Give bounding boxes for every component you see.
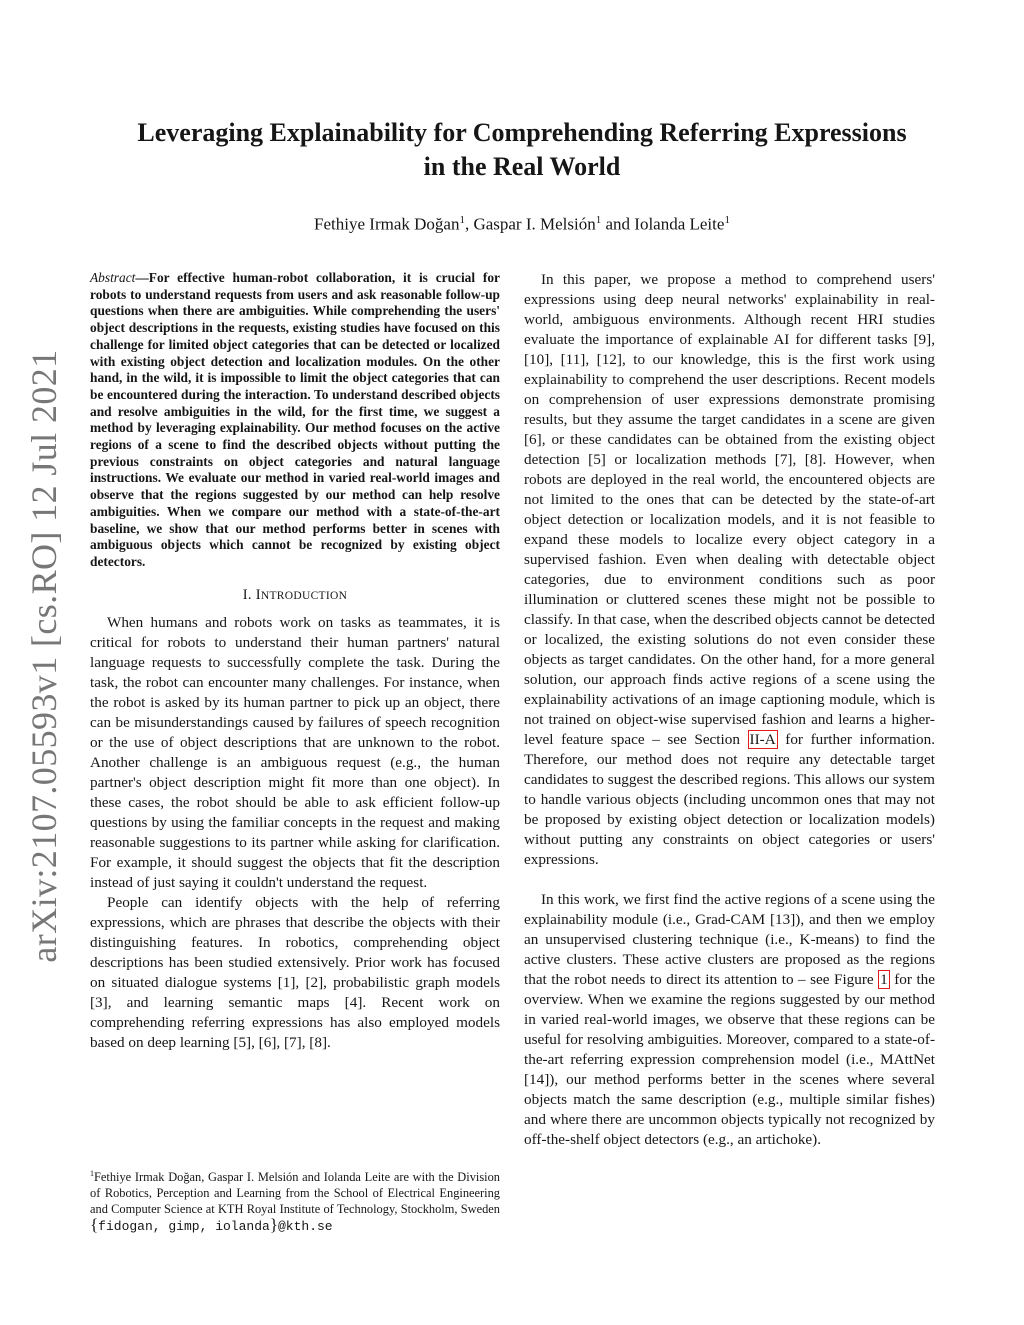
abstract-label: Abstract bbox=[90, 270, 136, 285]
title-line-1: Leveraging Explainability for Comprehending Referring Expressions bbox=[137, 118, 907, 147]
right-paragraph-1-text-b: for further information. Therefore, our method does not require any detectable target candidates to suggest the described regions. This allows our system to handle various objects (including uncommon ones that may not be proposed by existing object detection or localization models) without putting any constraints on object categories or users' expressions. bbox=[524, 731, 935, 868]
figure-ref-link[interactable]: 1 bbox=[880, 971, 888, 988]
arxiv-identifier bbox=[24, 349, 64, 963]
section-title: NTRODUCTION bbox=[260, 589, 348, 602]
section-ref-link[interactable]: II-A bbox=[749, 731, 776, 748]
left-column bbox=[90, 270, 500, 1053]
abstract bbox=[90, 270, 500, 571]
right-paragraph-1 bbox=[524, 270, 935, 870]
author-list bbox=[90, 208, 954, 237]
right-paragraph-2 bbox=[524, 890, 935, 1150]
right-paragraph-2-text-b: for the overview. When we examine the regions suggested by our method in varied real-world images, we observe that these regions can be useful for resolving ambiguities. Moreover, compared to a state-of-the-art referring expression comprehension model (i.e., MAttNet [14]), our method performs better in the scenes where several objects match the same description (e.g., multiple similar fishes) and where there are uncommon objects typically not recognized by off-the-shelf object detectors (e.g., an artichoke). bbox=[524, 971, 936, 1148]
abstract-dash: — bbox=[135, 270, 149, 285]
intro-paragraph-1: When humans and robots work on tasks as teammates, it is critical for robots to understand their human partners' natural language requests to successfully complete the task. During the task, the robot can encounter many challenges. For instance, when the robot is asked by its human partner to pick up an object, there can be misunderstandings caused by failures of speech recognition or the use of object descriptions that are unknown to the robot. Another challenge is an ambiguous request (e.g., the human partner's object description might fit more than one object). In these cases, the robot should be able to ask efficient follow-up questions by using the familiar concepts in the request and making reasonable suggestions to its partner while asking for clarification. For example, it should suggest the objects that fit the description instead of just saying it couldn't understand the request. bbox=[90, 613, 500, 891]
footnote-brace-open: { bbox=[90, 1215, 99, 1235]
author-2: , Gaspar I. Melsión bbox=[464, 214, 596, 234]
intro-paragraph-2: People can identify objects with the help of referring expressions, which are phrases that describe the objects with their distinguishing features. In robotics, comprehending object descriptions has been studied extensively. Prior work has focused on situated dialogue systems [1], [2], probabilistic graph models [3], and learning semantic maps [4]. Recent work on comprehending referring expressions has also employed models based on deep learning [5], [6], [7], [8]. bbox=[90, 893, 500, 1051]
footnote-domain: @kth.se bbox=[277, 1219, 333, 1235]
author-1: Fethiye Irmak Doğan bbox=[314, 214, 460, 234]
right-column bbox=[524, 270, 935, 1150]
footnote-brace-close: } bbox=[269, 1215, 278, 1235]
right-paragraph-2-text-a: In this work, we first find the active regions of a scene using the explainability module (i.e., Grad-CAM [13]), and then we employ an unsupervised clustering technique (i.e., K-means) to find the active clusters. These active clusters are proposed as the regions that the robot needs to direct its attention to – see Figure bbox=[524, 891, 935, 988]
author-3: and Iolanda Leite bbox=[601, 214, 725, 234]
arxiv-identifier-text: arXiv:2107.05593v1 [cs.RO] 12 Jul 2021 bbox=[24, 349, 64, 963]
title-line-2: in the Real World bbox=[423, 152, 621, 181]
footnote-text: Fethiye Irmak Doğan, Gaspar I. Melsión and Iolanda Leite are with the Division of Robotics, Perception and Learning from the School of Electrical Engineering and Computer Science at KTH Royal Institute of Technology, Stockholm, Sweden bbox=[90, 1170, 500, 1217]
abstract-body: For effective human-robot collaboration, it is crucial for robots to understand requests from users and ask reasonable follow-up questions when there are ambiguities. While comprehending the users' object descriptions in the requests, existing studies have focused on this challenge for limited object categories that can be detected or localized with existing object detection and localization modules. On the other hand, in the wild, it is impossible to limit the object categories that can be encountered during the interaction. To understand described objects and resolve ambiguities in the wild, for the first time, we suggest a method by leveraging explainability. Our method focuses on the active regions of a scene to find the described objects without putting the previous constraints on object categories and natural language instructions. We evaluate our method in varied real-world images and observe that the regions suggested by our method can help resolve ambiguities. When we compare our method with a state-of-the-art baseline, we show that our method performs better in scenes with ambiguous objects which cannot be recognized by existing object detectors. bbox=[90, 270, 500, 569]
author-3-affiliation-mark: 1 bbox=[724, 214, 730, 226]
author-2-affiliation-mark: 1 bbox=[595, 214, 602, 226]
footnote-mark: 1 bbox=[90, 1169, 94, 1178]
right-paragraph-1-text-a: In this paper, we propose a method to comprehend users' expressions using deep neural networks' explainability in real-world, ambiguous environments. Although recent HRI studies evaluate the importance of explainable AI for different tasks [9], [10], [11], [12], to our knowledge, this is the first work using explainability to comprehend the user descriptions. Recent models on comprehension of user expressions demonstrate promising results, but they assume the target candidates in a scene are given [6], or these candidates can be obtained from the existing object detection [5] or localization methods [7], [8]. However, when robots are deployed in the real world, the encountered objects are not limited to the ones that can be detected by the state-of-art object detection or localization models, and it is not feasible to expand these models to localize every object category in a supervised fashion. Even when dealing with detectable object categories, due to environment conditions such as poor illumination or cluttered scenes these might not be possible to classify. In that case, when the described objects cannot be detected or localized, the existing solutions do not even consider these objects as target candidates. On the other hand, for a more general solution, our approach finds active regions of a scene using the explainability activations of an image captioning module, which is not trained on object-wise supervised fashion and learns a higher-level feature space – see Section bbox=[524, 271, 935, 748]
footnote-emails: fidogan, gimp, iolanda bbox=[98, 1219, 270, 1235]
author-1-affiliation-mark: 1 bbox=[459, 214, 465, 226]
paper-title bbox=[90, 116, 954, 184]
affiliation-footnote bbox=[90, 1166, 500, 1235]
section-number: I. I bbox=[242, 586, 261, 603]
section-heading-introduction bbox=[90, 587, 500, 604]
